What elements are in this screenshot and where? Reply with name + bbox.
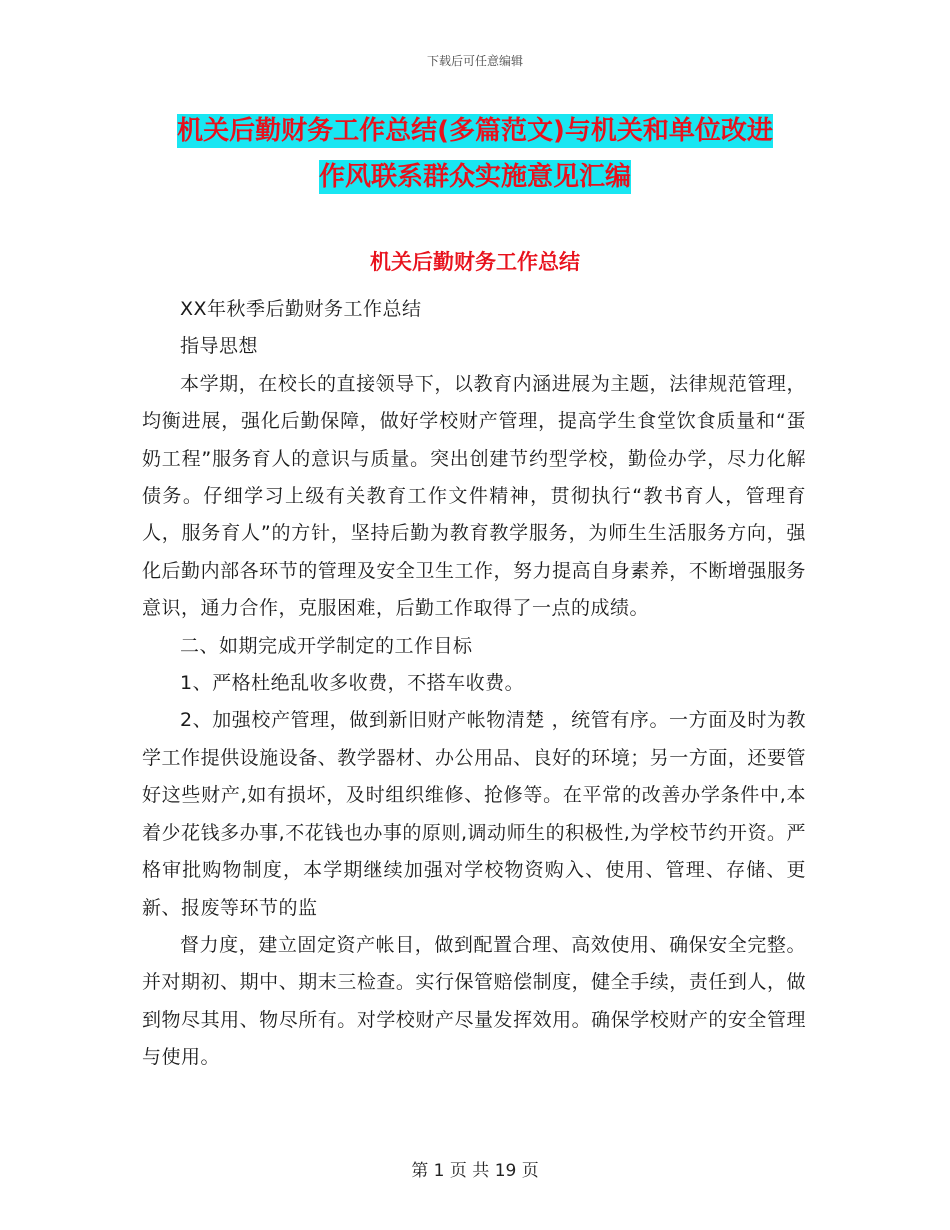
paragraph-subtitle: XX年秋季后勤财务工作总结 bbox=[180, 298, 422, 320]
title-line-1: 机关后勤财务工作总结(多篇范文)与机关和单位改进 bbox=[177, 116, 773, 146]
paragraph: 1、严格杜绝乱收多收费，不搭车收费。 bbox=[180, 672, 525, 695]
document-title bbox=[140, 108, 810, 200]
paragraph-heading: 二、如期完成开学制定的工作目标 bbox=[180, 634, 473, 657]
document-body bbox=[142, 291, 806, 1077]
page-footer: 第 1 页 共 19 页 bbox=[411, 1161, 539, 1181]
paragraph-heading: 指导思想 bbox=[180, 335, 259, 358]
section-title: 机关后勤财务工作总结 bbox=[370, 250, 580, 274]
paragraph: 2、加强校产管理，做到新旧财产帐物清楚 ，统管有序。一方面及时为教学工作提供设施设备、教学器材、办公用品、良好的环境；另一方面，还要管好这些财产,如有损坏，及时组织维修、抢修等。在平常的改善办学条件中,本着少花钱多办事,不花钱也办事的原则,调动师生的积极性,为学校节约开资。严格审批购物制度，本学期继续加强对学校物资购入、使用、管理、存储、更新、报废等环节的监 bbox=[142, 709, 806, 919]
header-note: 下载后可任意编辑 bbox=[426, 54, 523, 68]
title-line-2: 作风联系群众实施意见汇编 bbox=[318, 162, 631, 192]
paragraph: 本学期，在校长的直接领导下，以教育内涵进展为主题，法律规范管理，均衡进展，强化后勤保障，做好学校财产管理，提高学生食堂饮食质量和“蛋奶工程”服务育人的意识与质量。突出创建节约型学校，勤俭办学，尽力化解债务。仔细学习上级有关教育工作文件精神，贯彻执行“教书育人，管理育人，服务育人”的方针，坚持后勤为教育教学服务，为师生生活服务方向，强化后勤内部各环节的管理及安全卫生工作，努力提高自身素养，不断增强服务意识，通力合作，克服困难，后勤工作取得了一点的成绩。 bbox=[142, 372, 806, 620]
paragraph: 督力度，建立固定资产帐目，做到配置合理、高效使用、确保安全完整。并对期初、期中、期末三检查。实行保管赔偿制度，健全手续，责任到人，做到物尽其用、物尽所有。对学校财产尽量发挥效用。确保学校财产的安全管理与使用。 bbox=[142, 933, 806, 1069]
